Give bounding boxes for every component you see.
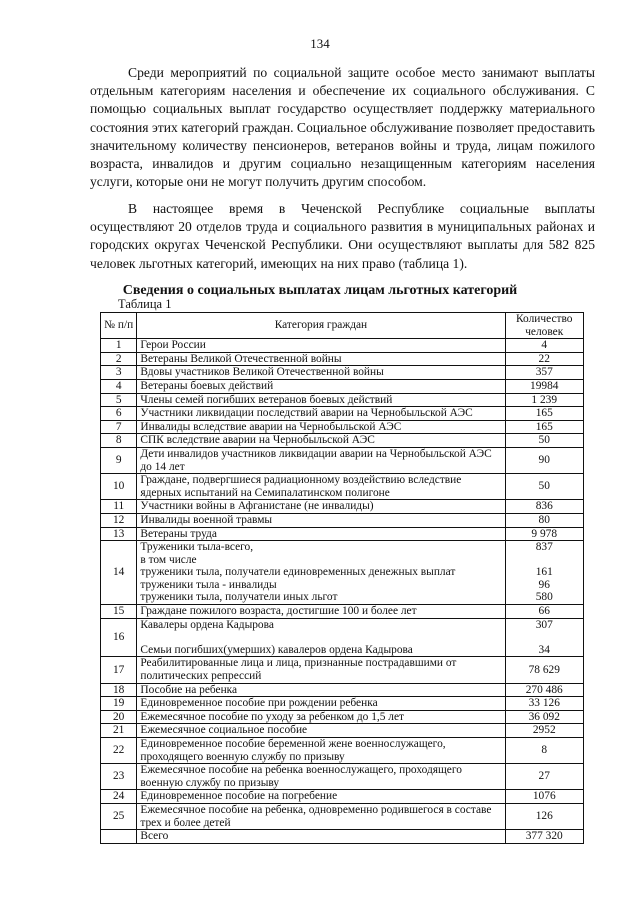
category-line: Ветераны боевых действий [140, 379, 274, 392]
row-category [137, 657, 505, 683]
table-title: Сведения о социальных выплатах лицам льготных категорий [122, 283, 518, 298]
row-category [137, 738, 505, 764]
table-row [101, 657, 584, 683]
header-num: № п/п [101, 313, 137, 339]
table-row [101, 474, 584, 500]
count-line: 357 [535, 366, 553, 379]
row-count [505, 657, 584, 683]
row-category [137, 803, 505, 829]
table-row [101, 366, 584, 380]
category-line: Инвалиды вследствие аварии на Чернобыльской АЭС [140, 420, 402, 433]
count-line: 837 [535, 541, 553, 554]
table-row [101, 605, 584, 619]
table-body [101, 339, 584, 844]
row-category [137, 339, 505, 353]
count-line: 580 [535, 591, 553, 604]
count-line: 80 [538, 513, 550, 526]
category-line: Дети инвалидов участников ликвидации аварии на Чернобыльской АЭС до 14 лет [140, 447, 492, 473]
row-category [137, 605, 505, 619]
row-category [137, 764, 505, 790]
count-line: 165 [535, 420, 553, 433]
table-row [101, 393, 584, 407]
row-number: 6 [101, 407, 137, 421]
category-line: Ветераны Великой Отечественной войны [140, 352, 342, 365]
row-number: 10 [101, 474, 137, 500]
row-number: 3 [101, 366, 137, 380]
table-row [101, 790, 584, 804]
row-number: 1 [101, 339, 137, 353]
row-count [505, 724, 584, 738]
row-category [137, 447, 505, 473]
table-row [101, 434, 584, 448]
count-line: 836 [535, 500, 553, 513]
row-category [137, 393, 505, 407]
paragraph-1: Среди мероприятий по социальной защите особое место занимают выплаты отдельным категориям населения и обеспечение их социального обслуживания. С помощью социальных выплат государство осуществляет поддержку материального состояния этих категорий граждан. Социальное обслуживание позволяет предоставить значительному количеству пенсионеров, ветеранов войны и труда, лицам пожилого возраста, инвалидов и другим социально незащищенным категориям населения услуги, которые они не могут получить другим способом. [90, 65, 595, 190]
table-row [101, 618, 584, 657]
category-line: Семьи погибших(умерших) кавалеров ордена Кадырова [140, 643, 413, 656]
category-line: Граждане, подвергшиеся радиационному воздействию вследствие ядерных испытаний на Семипалатинском полигоне [140, 474, 462, 499]
row-category [137, 434, 505, 448]
count-line: 66 [538, 605, 550, 618]
row-number: 9 [101, 447, 137, 473]
row-category [137, 683, 505, 697]
benefits-table [100, 312, 584, 844]
row-count [505, 697, 584, 711]
row-number: 18 [101, 683, 137, 697]
table-row [101, 724, 584, 738]
count-line: 90 [538, 454, 550, 467]
row-count [505, 352, 584, 366]
category-line: Пособие на ребенка [140, 683, 238, 696]
table-row [101, 764, 584, 790]
category-line: Реабилитированные лица и лица, признанные пострадавшими от политических репрессий [140, 657, 457, 683]
category-line: Вдовы участников Великой Отечественной войны [140, 366, 384, 379]
row-number: 15 [101, 605, 137, 619]
count-line: 27 [538, 770, 550, 783]
row-number: 16 [101, 618, 137, 657]
count-line: 1 239 [531, 393, 558, 406]
table-row [101, 710, 584, 724]
category-line: Кавалеры ордена Кадырова [140, 618, 274, 631]
count-line: 34 [538, 643, 550, 656]
row-number: 20 [101, 710, 137, 724]
page-number: 134 [310, 36, 330, 51]
row-category [137, 710, 505, 724]
table-row [101, 683, 584, 697]
row-category [137, 474, 505, 500]
row-count [505, 764, 584, 790]
row-count [505, 683, 584, 697]
category-line: в том числе [140, 553, 197, 566]
row-number: 25 [101, 803, 137, 829]
row-count [505, 618, 584, 657]
row-category [137, 513, 505, 527]
row-count [505, 434, 584, 448]
row-number: 2 [101, 352, 137, 366]
row-count [505, 790, 584, 804]
row-number: 7 [101, 420, 137, 434]
table-row [101, 500, 584, 514]
table-row [101, 541, 584, 605]
row-category [137, 366, 505, 380]
row-number: 8 [101, 434, 137, 448]
row-number: 14 [101, 541, 137, 605]
category-line: Ежемесячное пособие по уходу за ребенком до 1,5 лет [140, 710, 405, 723]
count-line: 4 [541, 339, 548, 352]
row-category [137, 379, 505, 393]
count-line: 19984 [530, 379, 559, 392]
row-category [137, 527, 505, 541]
category-line: Единовременное пособие на погребение [140, 790, 338, 803]
table-row [101, 803, 584, 829]
count-line: 1076 [532, 790, 556, 803]
category-line: Ветераны труда [140, 527, 217, 540]
row-count [505, 500, 584, 514]
row-category [137, 407, 505, 421]
count-line: 2952 [532, 724, 556, 737]
count-line: 78 629 [528, 663, 560, 676]
table-row [101, 447, 584, 473]
table-row [101, 352, 584, 366]
row-category [137, 790, 505, 804]
total-row [101, 830, 584, 844]
count-line: 96 [538, 578, 550, 591]
row-number: 23 [101, 764, 137, 790]
table-row [101, 697, 584, 711]
count-line: 126 [535, 810, 553, 823]
row-count [505, 738, 584, 764]
category-line: СПК вследствие аварии на Чернобыльской АЭС [140, 434, 375, 447]
count-line: 36 092 [528, 710, 560, 723]
paragraph-2: В настоящее время в Чеченской Республике социальные выплаты осуществляют 20 отделов труда и социального развития в муниципальных районах и городских округах Чеченской Республики. Они осуществляют выплаты для 582 825 человек льготных категорий, имеющих на них право (таблица 1). [90, 201, 595, 271]
category-line: Члены семей погибших ветеранов боевых действий [140, 393, 393, 406]
row-category [137, 500, 505, 514]
row-count [505, 527, 584, 541]
total-count: 377 320 [505, 830, 584, 844]
count-line [509, 631, 581, 644]
row-category [137, 352, 505, 366]
table-row [101, 513, 584, 527]
total-label: Всего [137, 830, 505, 844]
count-line: 9 978 [531, 527, 558, 540]
row-number: 5 [101, 393, 137, 407]
table-row [101, 420, 584, 434]
row-count [505, 710, 584, 724]
table-row [101, 738, 584, 764]
category-line: Герои России [140, 339, 206, 352]
table-row [101, 527, 584, 541]
count-line: 22 [538, 352, 550, 365]
row-count [505, 541, 584, 605]
category-line: труженики тыла, получатели единовременных денежных выплат [140, 566, 456, 579]
category-line: труженики тыла - инвалиды [140, 578, 277, 591]
row-category [137, 420, 505, 434]
row-category [137, 618, 505, 657]
row-number: 12 [101, 513, 137, 527]
category-line: Единовременное пособие беременной жене военнослужащего, проходящего военную службу по призыву [140, 738, 446, 763]
row-number: 4 [101, 379, 137, 393]
table-label: Таблица 1 [118, 297, 172, 311]
table-header-row [101, 313, 584, 339]
count-line: 165 [535, 407, 553, 420]
count-line: 161 [535, 566, 553, 579]
category-line: Единовременное пособие при рождении ребенка [140, 697, 378, 710]
category-line: труженики тыла, получатели иных льгот [140, 591, 338, 604]
row-count [505, 339, 584, 353]
table-row [101, 407, 584, 421]
row-count [505, 447, 584, 473]
total-num [101, 830, 137, 844]
header-category: Категория граждан [137, 313, 505, 339]
row-number: 22 [101, 738, 137, 764]
row-number: 24 [101, 790, 137, 804]
category-line: Участники ликвидации последствий аварии на Чернобыльской АЭС [140, 407, 473, 420]
category-line: Ежемесячное социальное пособие [140, 724, 308, 737]
count-line: 8 [541, 744, 548, 757]
count-line: 270 486 [525, 683, 563, 696]
row-category [137, 541, 505, 605]
row-number: 19 [101, 697, 137, 711]
row-number: 21 [101, 724, 137, 738]
header-count: Количество человек [505, 313, 584, 339]
row-count [505, 393, 584, 407]
count-line [509, 554, 581, 567]
row-number: 11 [101, 500, 137, 514]
row-category [137, 697, 505, 711]
row-count [505, 605, 584, 619]
category-line: Участники войны в Афганистане (не инвалиды) [140, 500, 374, 513]
row-category [137, 724, 505, 738]
category-line: Граждане пожилого возраста, достигшие 100 и более лет [140, 605, 417, 618]
category-line: Инвалиды военной травмы [140, 513, 273, 526]
row-number: 13 [101, 527, 137, 541]
count-line: 50 [538, 434, 550, 447]
count-line: 33 126 [528, 697, 560, 710]
count-line: 307 [535, 618, 553, 631]
row-count [505, 420, 584, 434]
row-count [505, 379, 584, 393]
row-count [505, 474, 584, 500]
table-row [101, 339, 584, 353]
row-count [505, 513, 584, 527]
count-line: 50 [538, 480, 550, 493]
row-count [505, 366, 584, 380]
table-row [101, 379, 584, 393]
category-line: Ежемесячное пособие на ребенка, одновременно родившегося в составе трех и более детей [140, 803, 492, 829]
category-line: Ежемесячное пособие на ребенка военнослужащего, проходящего военную службу по призыву [140, 764, 462, 789]
category-line: Труженики тыла-всего, [140, 541, 254, 554]
row-count [505, 407, 584, 421]
category-line [140, 631, 501, 644]
row-count [505, 803, 584, 829]
row-number: 17 [101, 657, 137, 683]
